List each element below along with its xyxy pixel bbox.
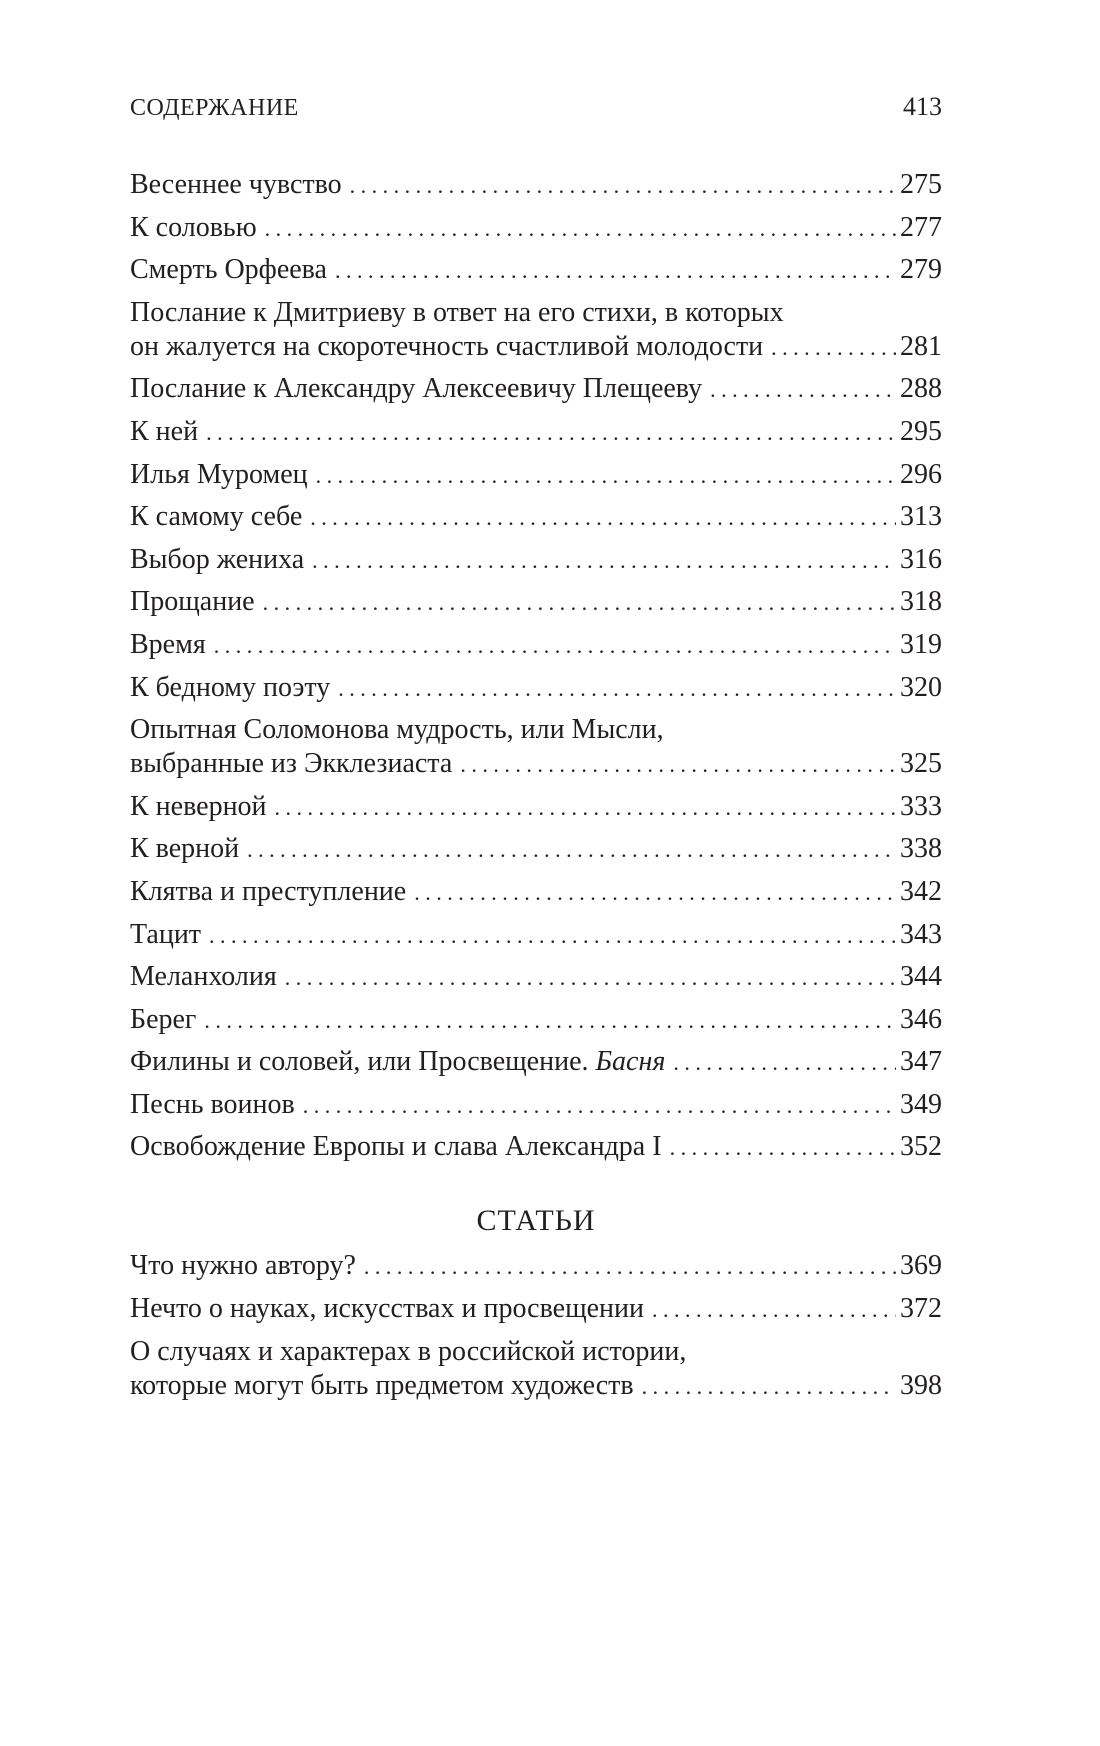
dot-leader xyxy=(335,253,896,288)
toc-entry-title-text: Что нужно автору? xyxy=(130,1250,356,1282)
dot-leader xyxy=(338,671,896,706)
dot-leader xyxy=(350,168,896,203)
toc-entry[interactable] xyxy=(130,211,942,246)
toc-entry-page-number: 346 xyxy=(900,1003,942,1035)
toc-entry-title-line: О случаях и характерах в российской истории, xyxy=(130,1335,687,1367)
toc-entry-title-line: Опытная Соломонова мудрость, или Мысли, xyxy=(130,714,664,746)
toc-entry-title-text: выбранные из Экклезиаста xyxy=(130,748,453,780)
toc-entry-page-number: 343 xyxy=(900,918,942,950)
toc-entry-title xyxy=(130,960,277,994)
toc-entry-page-number: 369 xyxy=(900,1250,942,1282)
dot-leader xyxy=(364,1249,896,1284)
toc-entry-title-text: которые могут быть предметом художеств xyxy=(130,1369,634,1401)
dot-leader xyxy=(414,875,896,910)
toc-entry[interactable] xyxy=(130,372,942,407)
toc-entry[interactable] xyxy=(130,1003,942,1038)
dot-leader xyxy=(303,1088,896,1123)
toc-entry-line xyxy=(130,671,942,706)
toc-entry-title-text: Берег xyxy=(130,1003,197,1035)
toc-entry-page-number: 279 xyxy=(900,254,942,286)
toc-entry-line xyxy=(130,372,942,407)
toc-entry-title xyxy=(130,1130,662,1164)
dot-leader xyxy=(316,458,896,493)
toc-entry-title-text: Послание к Александру Алексеевичу Плещееву xyxy=(130,373,703,405)
toc-entry[interactable] xyxy=(130,1335,942,1404)
toc-entry[interactable] xyxy=(130,1292,942,1327)
toc-entry-line xyxy=(130,747,942,782)
toc-entry-title-text: К соловью xyxy=(130,211,257,243)
toc-entry-title xyxy=(130,543,304,577)
dot-leader xyxy=(652,1292,896,1327)
toc-entry-page-number: 342 xyxy=(900,875,942,907)
toc-entry-title xyxy=(130,1088,295,1122)
toc-entry-page-number: 296 xyxy=(900,458,942,490)
toc-entry[interactable] xyxy=(130,713,942,782)
toc-entry-line xyxy=(130,960,942,995)
toc-entry[interactable] xyxy=(130,1045,942,1080)
toc-entry-line xyxy=(130,1249,942,1284)
toc-entry-title-text: Смерть Орфеева xyxy=(130,254,327,286)
toc-entry-title xyxy=(130,253,327,287)
dot-leader xyxy=(312,543,896,578)
toc-entry-title-text: К верной xyxy=(130,833,240,865)
toc-entry-line xyxy=(130,543,942,578)
toc-entry-line xyxy=(130,1292,942,1327)
toc-entry-line xyxy=(130,500,942,535)
toc-entry-title-text: Меланхолия xyxy=(130,961,277,993)
toc-entry[interactable] xyxy=(130,832,942,867)
toc-entry-title-line: Послание к Дмитриеву в ответ на его стихи, в которых xyxy=(130,296,784,328)
dot-leader xyxy=(771,330,896,365)
toc-entry-title xyxy=(130,330,763,364)
toc-entry-title-text: Весеннее чувство xyxy=(130,169,342,200)
dot-leader xyxy=(204,1003,896,1038)
dot-leader xyxy=(642,1369,896,1404)
toc-entry-line xyxy=(130,832,942,867)
dot-leader xyxy=(670,1130,896,1165)
toc-entry[interactable] xyxy=(130,500,942,535)
running-header-title: СОДЕРЖАНИЕ xyxy=(130,95,299,121)
dot-leader xyxy=(275,790,896,825)
toc-poems-list xyxy=(130,168,942,1165)
dot-leader xyxy=(310,500,896,535)
toc-entry[interactable] xyxy=(130,543,942,578)
toc-entry-title xyxy=(130,415,198,449)
toc-entry-page-number: 320 xyxy=(900,671,942,703)
toc-entry-page-number: 333 xyxy=(900,790,942,822)
toc-entry-page-number: 325 xyxy=(900,748,942,780)
dot-leader xyxy=(460,747,896,782)
toc-entry-title xyxy=(130,211,257,245)
toc-entry-title xyxy=(130,585,255,619)
toc-entry-line xyxy=(130,628,942,663)
toc-entry[interactable] xyxy=(130,1249,942,1284)
toc-entry-page-number: 288 xyxy=(900,373,942,405)
toc-entry[interactable] xyxy=(130,628,942,663)
toc-entry[interactable] xyxy=(130,415,942,450)
toc-entry-line xyxy=(130,211,942,246)
toc-entry[interactable] xyxy=(130,918,942,953)
toc-entry[interactable] xyxy=(130,296,942,365)
toc-entry-page-number: 313 xyxy=(900,501,942,533)
toc-entry[interactable] xyxy=(130,458,942,493)
toc-entry[interactable] xyxy=(130,585,942,620)
toc-entry-title xyxy=(130,790,267,824)
toc-entry-line xyxy=(130,1003,942,1038)
toc-entry-line xyxy=(130,1045,942,1080)
toc-entry-line xyxy=(130,1369,942,1404)
toc-entry[interactable] xyxy=(130,1130,942,1165)
toc-entry-page-number: 338 xyxy=(900,833,942,865)
toc-entry-page-number: 319 xyxy=(900,628,942,660)
toc-entry-title-text: Прощание xyxy=(130,586,255,618)
toc-entry-title xyxy=(130,875,406,909)
toc-entry[interactable] xyxy=(130,1088,942,1123)
toc-entry-line xyxy=(130,330,942,365)
dot-leader xyxy=(673,1045,896,1080)
dot-leader xyxy=(247,832,896,867)
toc-entry-title xyxy=(130,1369,634,1403)
toc-entry-line xyxy=(130,458,942,493)
dot-leader xyxy=(265,211,896,246)
toc-entry-page-number: 347 xyxy=(900,1046,942,1078)
toc-entry-title-text: К ней xyxy=(130,415,199,447)
toc-entry-title xyxy=(130,168,342,202)
toc-entry-title-text: Филины и соловей, или Просвещение. xyxy=(130,1046,589,1078)
toc-entry-page-number: 352 xyxy=(900,1131,942,1163)
toc-entry-title xyxy=(130,1292,644,1326)
toc-entry-title xyxy=(130,372,702,406)
toc-entry-title xyxy=(130,747,452,781)
toc-entry-line xyxy=(130,918,942,953)
toc-entry-title-text: Клятва и преступление xyxy=(130,875,407,907)
toc-entry-title xyxy=(130,458,308,492)
toc-entry-line xyxy=(130,790,942,825)
dot-leader xyxy=(710,372,896,407)
toc-entry-page-number: 349 xyxy=(900,1088,942,1120)
toc-entry-line xyxy=(130,1088,942,1123)
toc-entry-title-text: Выбор жениха xyxy=(130,543,305,575)
toc-entry-line xyxy=(130,168,942,203)
running-header-page-number: 413 xyxy=(903,92,942,121)
toc-entry-page-number: 275 xyxy=(900,169,942,200)
toc-entry[interactable] xyxy=(130,790,942,825)
toc-entry-title xyxy=(130,671,330,705)
toc-entry-title-text: Освобождение Европы и слава Александра I xyxy=(130,1131,662,1163)
toc-articles-list xyxy=(130,1249,942,1403)
toc-entry[interactable] xyxy=(130,875,942,910)
toc-entry-line xyxy=(130,415,942,450)
toc-entry-title-text: Время xyxy=(130,628,206,660)
section-heading-articles: СТАТЬИ xyxy=(476,1204,596,1238)
dot-leader xyxy=(206,415,896,450)
toc-entry[interactable] xyxy=(130,960,942,995)
toc-entry[interactable] xyxy=(130,168,942,203)
dot-leader xyxy=(263,585,896,620)
toc-entry-title xyxy=(130,918,201,952)
toc-entry-line xyxy=(130,1130,942,1165)
toc-entry-line xyxy=(130,875,942,910)
dot-leader xyxy=(285,960,896,995)
toc-entry-title-text: Нечто о науках, искусствах и просвещении xyxy=(130,1293,645,1325)
toc-entry-title-text: Песнь воинов xyxy=(130,1088,295,1120)
toc-entry[interactable] xyxy=(130,671,942,706)
toc-entry-title xyxy=(130,628,206,662)
toc-entry-page-number: 277 xyxy=(900,211,942,243)
toc-entry-title-text: Илья Муромец xyxy=(130,458,308,490)
toc-entry-title-text: К неверной xyxy=(130,790,267,822)
toc-entry-page-number: 398 xyxy=(900,1369,942,1401)
toc-entry-title-text: Тацит xyxy=(130,918,202,950)
toc-entry-title-text: К самому себе xyxy=(130,501,303,533)
toc-entry-page-number: 318 xyxy=(900,586,942,618)
dot-leader xyxy=(209,918,896,953)
toc-entry-line xyxy=(130,253,942,288)
book-page xyxy=(130,92,942,1411)
running-header xyxy=(130,92,942,132)
toc-entry-genre: Басня xyxy=(595,1046,666,1078)
toc-entry-title xyxy=(130,1045,665,1079)
toc-entry-page-number: 281 xyxy=(900,330,942,362)
toc-entry-title xyxy=(130,832,239,866)
toc-entry-page-number: 344 xyxy=(900,961,942,993)
toc-entry-page-number: 295 xyxy=(900,415,942,447)
toc-entry-title xyxy=(130,1249,356,1283)
toc-entry-title-text: он жалуется на скоротечность счастливой молодости xyxy=(130,330,764,362)
toc-entry-page-number: 372 xyxy=(900,1293,942,1325)
toc-entry-page-number: 316 xyxy=(900,543,942,575)
toc-entry-title xyxy=(130,500,302,534)
toc-entry-title-text: К бедному поэту xyxy=(130,671,331,703)
toc-entry-title xyxy=(130,1003,196,1037)
toc-entry-line xyxy=(130,585,942,620)
toc-entry[interactable] xyxy=(130,253,942,288)
dot-leader xyxy=(214,628,896,663)
